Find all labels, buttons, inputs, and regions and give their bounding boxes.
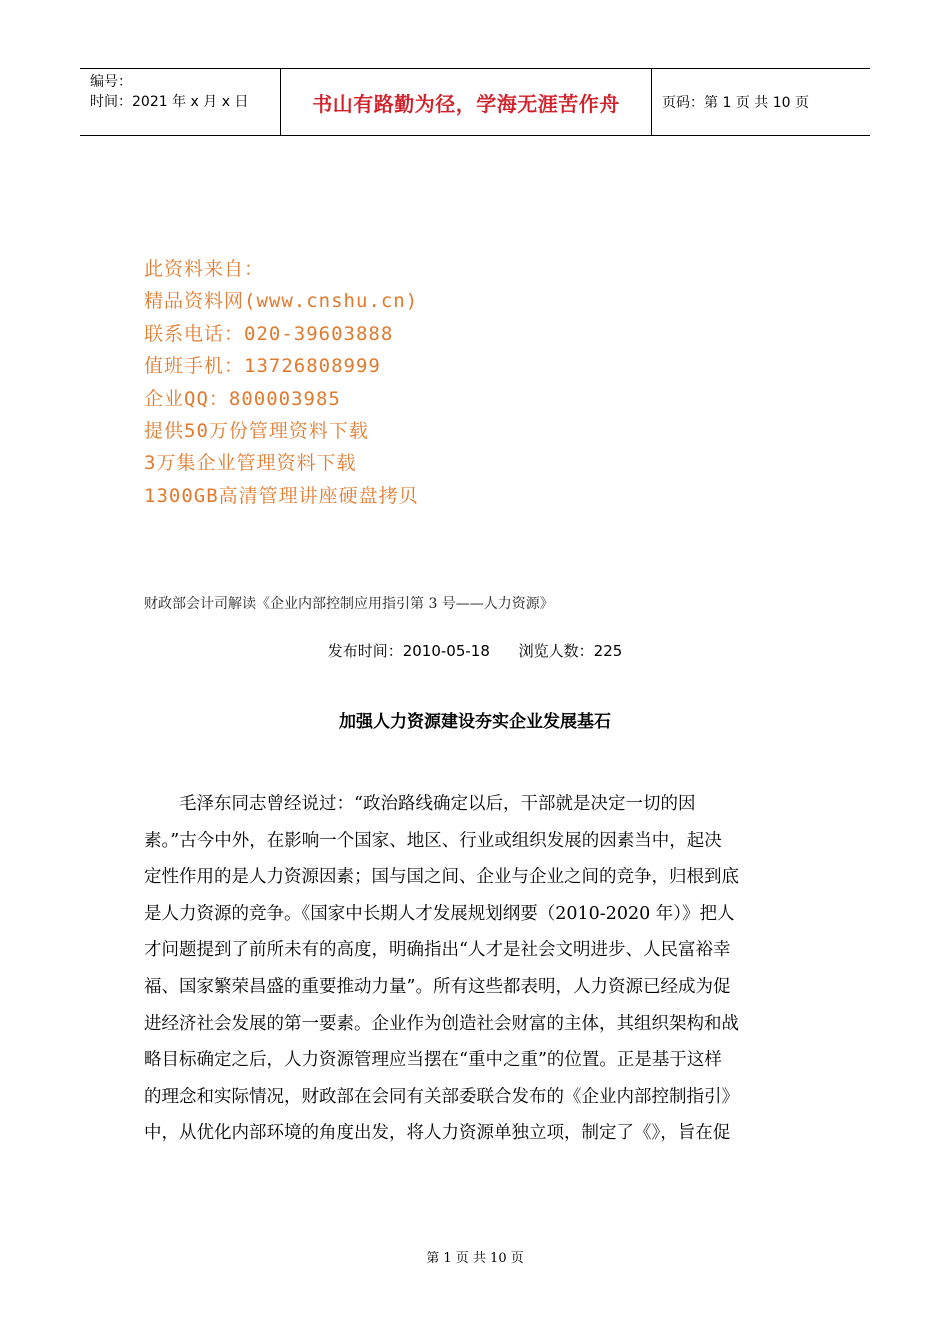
header-motto-cell bbox=[280, 69, 652, 135]
body-line: 中，从优化内部环境的角度出发，将人力资源单独立项，制定了《》，旨在促 bbox=[144, 1123, 731, 1144]
ad-line: 联系电话：020-39603888 bbox=[144, 322, 394, 345]
ad-line: 企业QQ：800003985 bbox=[144, 387, 341, 410]
body-line: 毛泽东同志曾经说过：“政治路线确定以后，干部就是决定一切的因 bbox=[144, 794, 696, 814]
body-line: 的理念和实际情况，财政部在会同有关部委联合发布的《企业内部控制指引》 bbox=[144, 1086, 739, 1107]
article-body bbox=[144, 786, 800, 1152]
body-line: 才问题提到了前所未有的高度，明确指出“人才是社会文明进步、人民富裕幸 bbox=[144, 940, 731, 961]
time-label: 时间：2021 年 x 月 x 日 bbox=[90, 94, 249, 110]
body-line: 略目标确定之后，人力资源管理应当摆在“重中之重”的位置。正是基于这样 bbox=[144, 1050, 722, 1071]
body-line: 福、国家繁荣昌盛的重要推动力量”。所有这些都表明，人力资源已经成为促 bbox=[144, 976, 731, 997]
document-header bbox=[80, 68, 870, 136]
ad-line: 提供50万份管理资料下载 bbox=[144, 420, 369, 443]
motto-text: 书山有路勤为径，学海无涯苦作舟 bbox=[312, 91, 620, 116]
article-title: 加强人力资源建设夯实企业发展基石 bbox=[339, 712, 611, 732]
publish-date: 发布时间：2010-05-18 bbox=[327, 642, 490, 660]
ad-line: 此资料来自： bbox=[144, 258, 265, 280]
ad-line: 1300GB高清管理讲座硬盘拷贝 bbox=[144, 484, 419, 507]
ad-line: 精品资料网(www.cnshu.cn) bbox=[144, 290, 419, 313]
ad-block bbox=[144, 253, 419, 512]
body-line: 素。”古今中外，在影响一个国家、地区、行业或组织发展的因素当中，起决 bbox=[144, 830, 722, 851]
body-line: 定性作用的是人力资源因素；国与国之间、企业与企业之间的竞争，归根到底 bbox=[144, 867, 739, 888]
source-line: 财政部会计司解读《企业内部控制应用指引第 3 号——人力资源》 bbox=[144, 596, 554, 612]
body-line: 是人力资源的竞争。《国家中长期人才发展规划纲要（2010-2020 年）》把人 bbox=[144, 903, 735, 924]
publish-info bbox=[0, 640, 950, 661]
code-label: 编号： bbox=[90, 74, 132, 90]
ad-line: 值班手机：13726808999 bbox=[144, 355, 381, 378]
header-left-cell bbox=[80, 69, 280, 135]
ad-line: 3万集企业管理资料下载 bbox=[144, 452, 357, 475]
page-info: 页码：第 1 页 共 10 页 bbox=[662, 95, 809, 111]
view-count: 浏览人数：225 bbox=[518, 642, 623, 660]
header-page-cell bbox=[652, 69, 870, 135]
page-footer: 第 1 页 共 10 页 bbox=[426, 1251, 524, 1266]
body-line: 进经济社会发展的第一要素。企业作为创造社会财富的主体，其组织架构和战 bbox=[144, 1013, 739, 1034]
